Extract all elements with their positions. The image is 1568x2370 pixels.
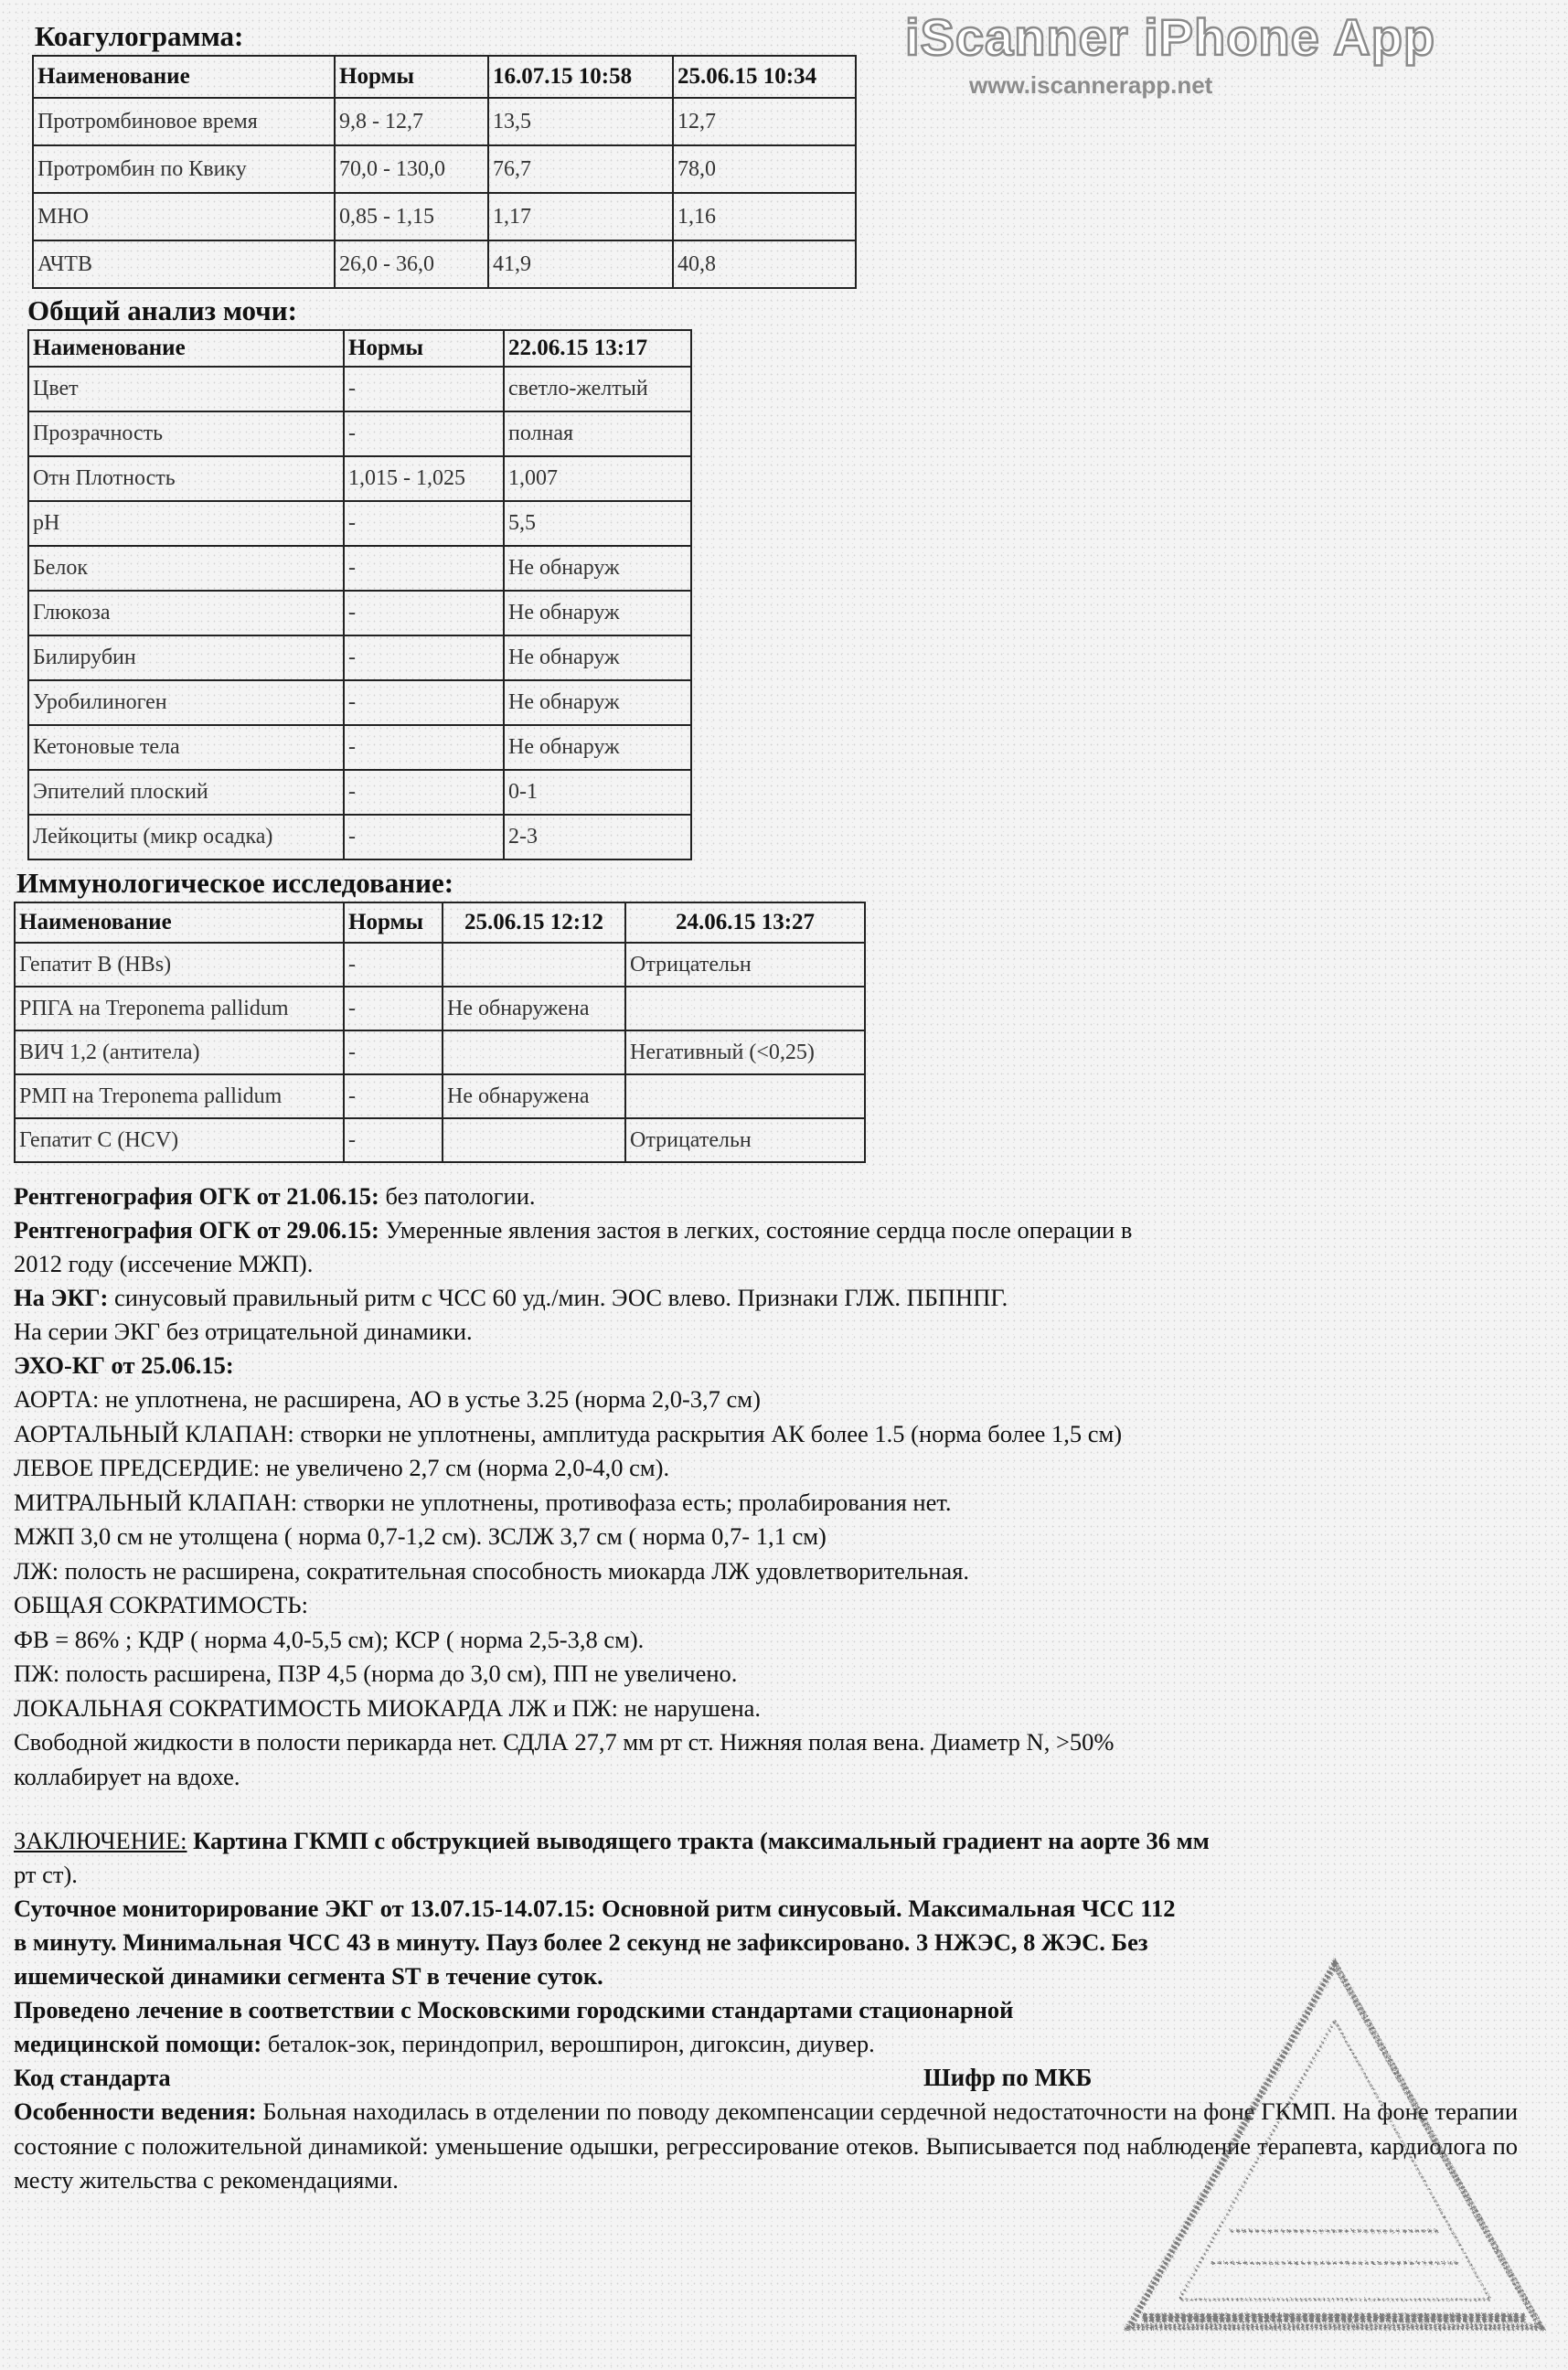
table-row bbox=[15, 1030, 865, 1074]
column-header: 22.06.15 13:17 bbox=[504, 330, 691, 367]
value-cell: 12,7 bbox=[673, 98, 856, 145]
treatment-text: беталок-зок, периндоприл, верошпирон, дигоксин, диувер. bbox=[261, 2030, 875, 2057]
value-cell: - bbox=[344, 1118, 443, 1162]
treatment-label: Проведено лечение в соответствии с Московскими городскими стандартами стационарной bbox=[14, 1996, 1014, 2023]
table-row bbox=[28, 680, 691, 725]
xray-2-label: Рентгенография ОГК от 29.06.15: bbox=[14, 1216, 379, 1244]
value-cell: 78,0 bbox=[673, 145, 856, 193]
table-row bbox=[33, 193, 856, 240]
column-header: 24.06.15 13:27 bbox=[625, 902, 865, 943]
value-cell: полная bbox=[504, 411, 691, 456]
table-row bbox=[28, 501, 691, 546]
row-name-cell: РМП на Treponema pallidum bbox=[15, 1074, 344, 1118]
column-header: Наименование bbox=[15, 902, 344, 943]
column-header: Нормы bbox=[344, 902, 443, 943]
row-name-cell: Лейкоциты (микр осадка) bbox=[28, 815, 344, 859]
column-header: 25.06.15 10:34 bbox=[673, 56, 856, 98]
table-row bbox=[28, 725, 691, 770]
standard-code-label: Код стандарта bbox=[14, 2064, 171, 2091]
immunology-title: Иммунологическое исследование: bbox=[16, 867, 454, 899]
value-cell: 1,015 - 1,025 bbox=[344, 456, 504, 501]
row-name-cell: Отн Плотность bbox=[28, 456, 344, 501]
coagulogram-title: Коагулограмма: bbox=[35, 20, 244, 52]
table-row bbox=[33, 145, 856, 193]
table-row bbox=[28, 546, 691, 591]
value-cell: Не обнаруж bbox=[504, 635, 691, 680]
row-name-cell: РПГА на Treponema pallidum bbox=[15, 987, 344, 1030]
conclusion-line bbox=[14, 1824, 1531, 1859]
table-header-row bbox=[15, 902, 865, 943]
value-cell: - bbox=[344, 635, 504, 680]
xray-2-line bbox=[14, 1213, 1531, 1248]
immunology-table bbox=[14, 902, 866, 1163]
row-name-cell: Кетоновые тела bbox=[28, 725, 344, 770]
watermark-title: iScanner iPhone App bbox=[905, 8, 1436, 66]
value-cell: - bbox=[344, 770, 504, 815]
row-name-cell: Гепатит В (HBs) bbox=[15, 943, 344, 987]
echo-line: МЖП 3,0 см не утолщена ( норма 0,7-1,2 см). ЗСЛЖ 3,7 см ( норма 0,7- 1,1 см) bbox=[14, 1522, 827, 1550]
xray-2-line-2: 2012 году (иссечение МЖП). bbox=[14, 1250, 314, 1277]
value-cell: 5,5 bbox=[504, 501, 691, 546]
value-cell bbox=[625, 1074, 865, 1118]
table-row bbox=[28, 591, 691, 635]
table-row bbox=[28, 635, 691, 680]
value-cell: 2-3 bbox=[504, 815, 691, 859]
echo-line: АОРТАЛЬНЫЙ КЛАПАН: створки не уплотнены, амплитуда раскрытия АК более 1.5 (норма более 1,5 см) bbox=[14, 1419, 1123, 1447]
row-name-cell: Цвет bbox=[28, 367, 344, 411]
value-cell: 1,16 bbox=[673, 193, 856, 240]
value-cell: Не обнаруж bbox=[504, 680, 691, 725]
value-cell: 9,8 - 12,7 bbox=[335, 98, 488, 145]
mkb-label: Шифр по МКБ bbox=[923, 2064, 1093, 2091]
column-header: 25.06.15 12:12 bbox=[443, 902, 625, 943]
echo-line: ЛЖ: полость не расширена, сократительная способность миокарда ЛЖ удовлетворительная. bbox=[14, 1556, 970, 1585]
ecg-text: синусовый правильный ритм с ЧСС 60 уд./мин. ЭОС влево. Признаки ГЛЖ. ПБПНПГ. bbox=[108, 1284, 1008, 1311]
row-name-cell: Уробилиноген bbox=[28, 680, 344, 725]
ecg-series-line: На серии ЭКГ без отрицательной динамики. bbox=[14, 1318, 473, 1345]
value-cell: 70,0 - 130,0 bbox=[335, 145, 488, 193]
ecg-label: На ЭКГ: bbox=[14, 1284, 109, 1311]
value-cell: Отрицательн bbox=[625, 1118, 865, 1162]
xray-1-text: без патологии. bbox=[379, 1182, 536, 1210]
value-cell: - bbox=[344, 725, 504, 770]
value-cell: Негативный (<0,25) bbox=[625, 1030, 865, 1074]
table-row bbox=[15, 943, 865, 987]
value-cell: Не обнаруж bbox=[504, 591, 691, 635]
value-cell: - bbox=[344, 1030, 443, 1074]
row-name-cell: ВИЧ 1,2 (антитела) bbox=[15, 1030, 344, 1074]
value-cell: 0,85 - 1,15 bbox=[335, 193, 488, 240]
echo-line: ЛЕВОЕ ПРЕДСЕРДИЕ: не увеличено 2,7 см (норма 2,0-4,0 см). bbox=[14, 1454, 670, 1481]
echo-line: АОРТА: не уплотнена, не расширена, АО в устье 3.25 (норма 2,0-3,7 см) bbox=[14, 1385, 761, 1413]
echo-heading bbox=[14, 1349, 1531, 1383]
conclusion-line-2: рт ст). bbox=[14, 1861, 78, 1888]
table-row bbox=[15, 1074, 865, 1118]
echo-line: ФВ = 86% ; КДР ( норма 4,0-5,5 см); КСР ( норма 2,5-3,8 см). bbox=[14, 1625, 645, 1653]
row-name-cell: Билирубин bbox=[28, 635, 344, 680]
value-cell bbox=[443, 943, 625, 987]
table-row bbox=[28, 367, 691, 411]
value-cell: - bbox=[344, 546, 504, 591]
features-label: Особенности ведения: bbox=[14, 2098, 257, 2125]
value-cell: - bbox=[344, 815, 504, 859]
value-cell: Не обнаруж bbox=[504, 546, 691, 591]
table-row bbox=[28, 815, 691, 859]
conclusion-label: ЗАКЛЮЧЕНИЕ: bbox=[14, 1827, 187, 1854]
echo-label: ЭХО-КГ от 25.06.15: bbox=[14, 1351, 234, 1379]
value-cell: Не обнаруж bbox=[504, 725, 691, 770]
value-cell: - bbox=[344, 591, 504, 635]
treatment-label-2: медицинской помощи: bbox=[14, 2030, 262, 2057]
standard-code-line bbox=[14, 2061, 171, 2096]
holter-text: Основной ритм синусовый. Максимальная ЧСС 112 bbox=[595, 1895, 1176, 1922]
value-cell: 1,17 bbox=[488, 193, 673, 240]
holter-line-2: в минуту. Минимальная ЧСС 43 в минуту. Пауз более 2 секунд не зафиксировано. 3 НЖЭС, 8 ЖЭС. Без bbox=[14, 1928, 1148, 1956]
row-name-cell: Протромбин по Квику bbox=[33, 145, 335, 193]
xray-1-line bbox=[14, 1180, 1531, 1214]
value-cell bbox=[443, 1030, 625, 1074]
xray-2-text: Умеренные явления застоя в легких, состояние сердца после операции в bbox=[379, 1216, 1133, 1244]
features-text: Больная находилась в отделении по поводу декомпенсации сердечной недостаточности на фоне ГКМП. На фоне терапии состояние с положительной динамикой: уменьшение одышки, регрессирование отеков. Выписывается под наблюдение терапевта, кардиолога по месту жительства с рекомендациями. bbox=[14, 2098, 1518, 2194]
value-cell: - bbox=[344, 987, 443, 1030]
holter-label: Суточное мониторирование ЭКГ от 13.07.15-14.07.15: bbox=[14, 1895, 596, 1922]
table-row bbox=[28, 770, 691, 815]
triangular-stamp-icon bbox=[1120, 1957, 1550, 2341]
column-header: Нормы bbox=[335, 56, 488, 98]
column-header: Наименование bbox=[33, 56, 335, 98]
value-cell: - bbox=[344, 411, 504, 456]
watermark-url: www.iscannerapp.net bbox=[969, 71, 1213, 99]
echo-line: ОБЩАЯ СОКРАТИМОСТЬ: bbox=[14, 1591, 308, 1618]
value-cell: - bbox=[344, 1074, 443, 1118]
holter-line bbox=[14, 1892, 1531, 1927]
row-name-cell: Глюкоза bbox=[28, 591, 344, 635]
value-cell: 13,5 bbox=[488, 98, 673, 145]
xray-1-label: Рентгенография ОГК от 21.06.15: bbox=[14, 1182, 379, 1210]
column-header: Наименование bbox=[28, 330, 344, 367]
value-cell: 40,8 bbox=[673, 240, 856, 288]
echo-line: ЛОКАЛЬНАЯ СОКРАТИМОСТЬ МИОКАРДА ЛЖ и ПЖ: не нарушена. bbox=[14, 1693, 762, 1722]
row-name-cell: МНО bbox=[33, 193, 335, 240]
value-cell: - bbox=[344, 680, 504, 725]
table-row bbox=[28, 411, 691, 456]
value-cell: 1,007 bbox=[504, 456, 691, 501]
value-cell: светло-желтый bbox=[504, 367, 691, 411]
value-cell: Отрицательн bbox=[625, 943, 865, 987]
holter-line-3: ишемической динамики сегмента ST в течение суток. bbox=[14, 1962, 603, 1990]
value-cell: 0-1 bbox=[504, 770, 691, 815]
row-name-cell: Эпителий плоский bbox=[28, 770, 344, 815]
value-cell: 76,7 bbox=[488, 145, 673, 193]
table-row bbox=[15, 1118, 865, 1162]
value-cell bbox=[443, 1118, 625, 1162]
table-header-row bbox=[33, 56, 856, 98]
urinalysis-table bbox=[27, 329, 692, 860]
column-header: Нормы bbox=[344, 330, 504, 367]
row-name-cell: Протромбиновое время bbox=[33, 98, 335, 145]
row-name-cell: Гепатит С (HCV) bbox=[15, 1118, 344, 1162]
value-cell: 26,0 - 36,0 bbox=[335, 240, 488, 288]
table-row bbox=[28, 456, 691, 501]
echo-line: МИТРАЛЬНЫЙ КЛАПАН: створки не уплотнены, противофаза есть; пролабирования нет. bbox=[14, 1488, 952, 1516]
conclusion-text: Картина ГКМП с обструкцией выводящего тракта (максимальный градиент на аорте 36 мм bbox=[187, 1827, 1210, 1854]
row-name-cell: АЧТВ bbox=[33, 240, 335, 288]
table-row bbox=[15, 987, 865, 1030]
echo-line: коллабирует на вдохе. bbox=[14, 1762, 240, 1790]
coagulogram-table bbox=[32, 55, 857, 289]
table-row bbox=[33, 98, 856, 145]
echo-line: Свободной жидкости в полости перикарда нет. СДЛА 27,7 мм рт ст. Нижняя полая вена. Диаметр N, >50% bbox=[14, 1728, 1115, 1756]
row-name-cell: Прозрачность bbox=[28, 411, 344, 456]
value-cell: - bbox=[344, 943, 443, 987]
ecg-line bbox=[14, 1281, 1531, 1316]
column-header: 16.07.15 10:58 bbox=[488, 56, 673, 98]
value-cell: - bbox=[344, 501, 504, 546]
urinalysis-title: Общий анализ мочи: bbox=[27, 294, 297, 326]
value-cell: 41,9 bbox=[488, 240, 673, 288]
value-cell: - bbox=[344, 367, 504, 411]
value-cell: Не обнаружена bbox=[443, 1074, 625, 1118]
echo-line: ПЖ: полость расширена, ПЗР 4,5 (норма до 3,0 см), ПП не увеличено. bbox=[14, 1660, 738, 1687]
row-name-cell: Белок bbox=[28, 546, 344, 591]
value-cell bbox=[625, 987, 865, 1030]
table-row bbox=[33, 240, 856, 288]
value-cell: Не обнаружена bbox=[443, 987, 625, 1030]
row-name-cell: pH bbox=[28, 501, 344, 546]
table-header-row bbox=[28, 330, 691, 367]
